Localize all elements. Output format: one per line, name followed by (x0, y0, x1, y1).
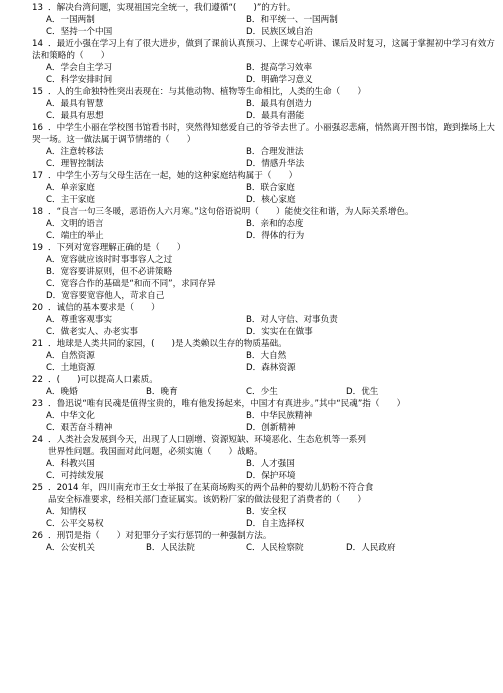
options (32, 350, 499, 374)
option-d[interactable]: D．实实在在做事 (246, 327, 313, 337)
options (32, 410, 499, 434)
option-a[interactable]: A．学会自主学习 (46, 63, 113, 73)
option-b[interactable]: B．合理发泄法 (246, 147, 304, 157)
option-a[interactable]: A．知情权 (46, 507, 87, 517)
question-text: ．( )可以提高人口素质。 (48, 375, 158, 385)
option-c[interactable]: C．理智控制法 (46, 159, 104, 169)
question-text: ．2014 年，四川南充市王女士举报了在某商场购买的两个品种的婴幼儿奶粉不符合食 (48, 483, 374, 493)
options (32, 314, 499, 338)
question-24 (32, 434, 499, 482)
question-text: ．诚信的基本要求是（ ） (48, 303, 160, 313)
question-text: ．解决台湾问题，实现祖国完全统一，我们遵循“( )”的方针。 (48, 3, 296, 13)
question-number: 25 (32, 483, 43, 493)
option-b[interactable]: B．安全权 (246, 507, 287, 517)
option-b[interactable]: B．人才强国 (246, 459, 295, 469)
options (32, 386, 499, 398)
question-text: ．最近小强在学习上有了很大进步，做到了课前认真预习、上课专心听讲、课后及时复习，这属于掌握初中学习有效方法和策略的（ ） (32, 39, 495, 61)
option-b[interactable]: B．中华民族精神 (246, 411, 313, 421)
option-c[interactable]: C．主干家庭 (46, 195, 95, 205)
option-c[interactable]: C．最具有思想 (46, 111, 104, 121)
options (32, 254, 499, 302)
option-a[interactable]: A．文明的语言 (46, 219, 104, 229)
option-b[interactable]: B．宽容要讲原则，但不必讲策略 (46, 267, 173, 277)
options (32, 218, 499, 242)
option-c[interactable]: C．坚持一个中国 (46, 27, 113, 37)
option-d[interactable]: D．自主选择权 (246, 519, 305, 529)
question-stem (32, 398, 499, 410)
question-15 (32, 86, 499, 122)
question-number: 20 (32, 303, 43, 313)
question-25 (32, 482, 499, 530)
option-d[interactable]: D．创新精神 (246, 423, 296, 433)
option-a[interactable]: A．公安机关 (46, 543, 95, 553)
question-stem (32, 434, 499, 446)
option-d[interactable]: D．保护环境 (246, 471, 296, 481)
question-text: ．刑罚是指（ ）对犯罪分子实行惩罚的一种强制方法。 (48, 531, 272, 541)
option-d[interactable]: D．民族区域自治 (246, 27, 313, 37)
option-a[interactable]: A．最具有智慧 (46, 99, 104, 109)
option-c[interactable]: C．科学安排时间 (46, 75, 113, 85)
option-a[interactable]: A．中华文化 (46, 411, 95, 421)
question-text-cont: 品安全标准要求，经相关部门查证属实。该奶粉厂家的做法侵犯了消费者的（ ） (48, 495, 366, 505)
question-stem (32, 122, 499, 146)
option-a[interactable]: A．尊重客观事实 (46, 315, 113, 325)
option-c[interactable]: C．宽容合作的基础是“和而不同”，求同存异 (46, 279, 216, 289)
option-b[interactable]: B．对人守信、对事负责 (246, 315, 338, 325)
option-b[interactable]: B．和平统一、一国两制 (246, 15, 338, 25)
option-a[interactable]: A．晚婚 (46, 387, 78, 397)
question-number: 19 (32, 243, 43, 253)
question-number: 18 (32, 207, 43, 217)
option-d[interactable]: D．森林资源 (246, 363, 296, 373)
question-text: ．“良言一句三冬暖，恶语伤人六月寒。”这句俗语说明（ ）能使交往和谐，为人际关系增色。 (48, 207, 414, 217)
question-number: 26 (32, 531, 43, 541)
option-a[interactable]: A．一国两制 (46, 15, 95, 25)
question-stem (32, 170, 499, 182)
question-21 (32, 338, 499, 374)
option-a[interactable]: A．注意转移法 (46, 147, 104, 157)
question-13 (32, 2, 499, 38)
question-text: ．鲁迅说“唯有民魂是值得宝贵的，唯有他发扬起来，中国才有真进步。”其中“民魂”指（ ） (48, 399, 406, 409)
question-text: ．下列对宽容理解正确的是（ ） (48, 243, 186, 253)
exam-page (0, 2, 503, 693)
option-d[interactable]: D．人民政府 (346, 543, 396, 553)
options (32, 542, 499, 554)
question-text: ．中学生小芳与父母生活在一起，她的这种家庭结构属于（ ） (48, 171, 298, 181)
option-c[interactable]: C．公平交易权 (46, 519, 104, 529)
question-number: 23 (32, 399, 43, 409)
option-d[interactable]: D．明确学习意义 (246, 75, 313, 85)
options (32, 62, 499, 86)
option-c[interactable]: C．艰苦奋斗精神 (46, 423, 113, 433)
option-b[interactable]: B．大自然 (246, 351, 287, 361)
question-number: 13 (32, 3, 43, 13)
question-text-cont: 世界性问题。我国面对此问题，必须实施（ ）战略。 (48, 447, 263, 457)
question-stem (32, 302, 499, 314)
question-14 (32, 38, 499, 86)
question-stem (32, 38, 499, 62)
question-text: ．人的生命独特性突出表现在：与其他动物、植物等生命相比，人类的生命（ ） (48, 87, 366, 97)
question-stem (32, 242, 499, 254)
question-number: 22 (32, 375, 43, 385)
option-c[interactable]: C．端庄的举止 (46, 231, 104, 241)
option-b[interactable]: B．亲和的态度 (246, 219, 304, 229)
options (32, 146, 499, 170)
question-text: ．人类社会发展到今天，出现了人口剧增、资源短缺、环境恶化、生态危机等一系列 (48, 435, 366, 445)
option-d[interactable]: D．最具有潜能 (246, 111, 305, 121)
question-stem (32, 374, 499, 386)
question-22 (32, 374, 499, 398)
option-d[interactable]: D．优生 (346, 387, 379, 397)
option-b[interactable]: B．人民法院 (146, 543, 195, 553)
question-18 (32, 206, 499, 242)
option-d[interactable]: D．得体的行为 (246, 231, 305, 241)
option-a[interactable]: A．自然资源 (46, 351, 95, 361)
option-b[interactable]: B．提高学习效率 (246, 63, 313, 73)
question-26 (32, 530, 499, 554)
options (32, 98, 499, 122)
question-text: ．地球是人类共同的家园，( )是人类赖以生存的物质基础。 (48, 339, 287, 349)
option-b[interactable]: B．最具有创造力 (246, 99, 313, 109)
option-a[interactable]: A．宽容就应该时时事事容人之过 (46, 255, 173, 265)
options (32, 458, 499, 482)
options (32, 506, 499, 530)
option-d[interactable]: D．宽容要宽容他人，苛求自己 (46, 291, 165, 301)
question-17 (32, 170, 499, 206)
option-b[interactable]: B．联合家庭 (246, 183, 295, 193)
question-number: 21 (32, 339, 43, 349)
question-number: 24 (32, 435, 43, 445)
question-number: 14 (32, 39, 43, 49)
question-text: ．中学生小丽在学校图书馆看书时，突然得知慈爱自己的爷爷去世了。小丽强忍悲痛，悄然离开图书馆，跑到操场上大哭一场。这一做法属于调节情绪的（ ） (32, 123, 495, 145)
option-d[interactable]: D．情感升华法 (246, 159, 305, 169)
option-a[interactable]: A．单亲家庭 (46, 183, 95, 193)
question-stem (32, 530, 499, 542)
question-16 (32, 122, 499, 170)
option-a[interactable]: A．科教兴国 (46, 459, 95, 469)
question-23 (32, 398, 499, 434)
option-d[interactable]: D．核心家庭 (246, 195, 296, 205)
options (32, 14, 499, 38)
question-19 (32, 242, 499, 302)
question-number: 16 (32, 123, 43, 133)
option-c[interactable]: C．少生 (246, 387, 278, 397)
question-stem (32, 338, 499, 350)
question-number: 15 (32, 87, 43, 97)
option-c[interactable]: C．土地资源 (46, 363, 95, 373)
option-c[interactable]: C．可持续发展 (46, 471, 104, 481)
option-c[interactable]: C．人民检察院 (246, 543, 304, 553)
question-20 (32, 302, 499, 338)
question-stem (32, 86, 499, 98)
question-number: 17 (32, 171, 43, 181)
question-stem (32, 206, 499, 218)
options (32, 182, 499, 206)
question-stem (32, 2, 499, 14)
option-b[interactable]: B．晚育 (146, 387, 178, 397)
question-stem (32, 482, 499, 494)
option-c[interactable]: C．做老实人、办老实事 (46, 327, 138, 337)
